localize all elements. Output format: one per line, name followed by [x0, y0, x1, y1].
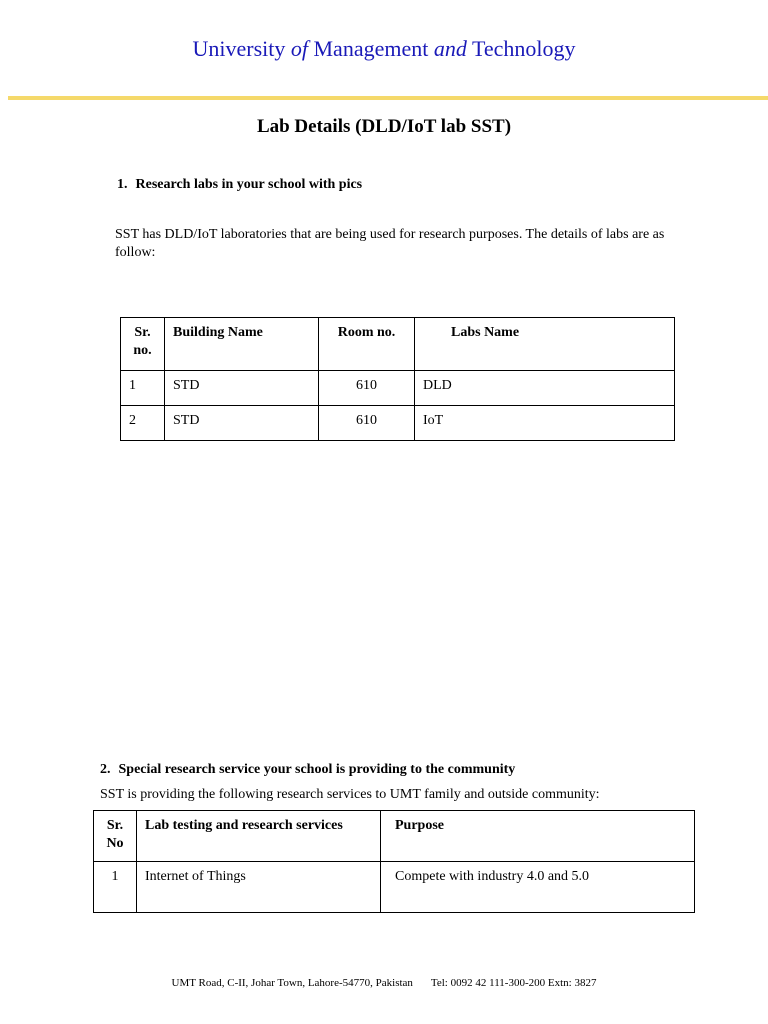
cell-srno: 1 — [94, 862, 137, 913]
services-col-purpose: Purpose — [381, 811, 695, 862]
footer-address: UMT Road, C-II, Johar Town, Lahore-54770, Pakistan — [171, 977, 413, 989]
cell-srno: 2 — [121, 406, 165, 441]
services-col-srno: Sr. No — [94, 811, 137, 862]
cell-srno: 1 — [121, 371, 165, 406]
section2-heading-text: Special research service your school is providing to the community — [118, 762, 516, 777]
labs-table-header-row — [121, 318, 675, 371]
section2-heading — [100, 762, 515, 778]
services-col-service: Lab testing and research services — [137, 811, 381, 862]
cell-room: 610 — [319, 371, 415, 406]
section1-paragraph: SST has DLD/IoT laboratories that are being used for research purposes. The details of labs are as follow: — [115, 227, 665, 260]
university-header — [0, 36, 768, 62]
header-word-university: University — [192, 36, 286, 61]
cell-building: STD — [165, 371, 319, 406]
section1-heading — [117, 177, 362, 193]
footer-phone: Tel: 0092 42 111-300-200 Extn: 3827 — [430, 977, 597, 989]
table-row — [121, 371, 675, 406]
header-word-of: of — [290, 36, 308, 61]
page-footer — [0, 977, 768, 989]
labs-col-labname: Labs Name — [415, 318, 675, 371]
cell-service: Internet of Things — [137, 862, 381, 913]
services-table-header-row — [94, 811, 695, 862]
table-row — [121, 406, 675, 441]
cell-room: 610 — [319, 406, 415, 441]
labs-col-room: Room no. — [319, 318, 415, 371]
header-word-management: Management — [313, 36, 429, 61]
section1-heading-text: Research labs in your school with pics — [135, 177, 363, 192]
section2-paragraph: SST is providing the following research services to UMT family and outside community: — [100, 787, 600, 802]
table-row — [94, 862, 695, 913]
document-title: Lab Details (DLD/IoT lab SST) — [256, 116, 512, 137]
cell-purpose: Compete with industry 4.0 and 5.0 — [381, 862, 695, 913]
labs-col-building: Building Name — [165, 318, 319, 371]
services-table — [93, 810, 695, 913]
cell-building: STD — [165, 406, 319, 441]
header-word-and: and — [433, 36, 467, 61]
labs-table — [120, 317, 675, 441]
header-word-technology: Technology — [471, 36, 576, 61]
cell-labname: DLD — [415, 371, 675, 406]
section1-number: 1. — [117, 177, 128, 192]
section2-number: 2. — [100, 762, 111, 777]
cell-labname: IoT — [415, 406, 675, 441]
labs-col-srno: Sr. no. — [121, 318, 165, 371]
header-divider — [8, 96, 768, 100]
